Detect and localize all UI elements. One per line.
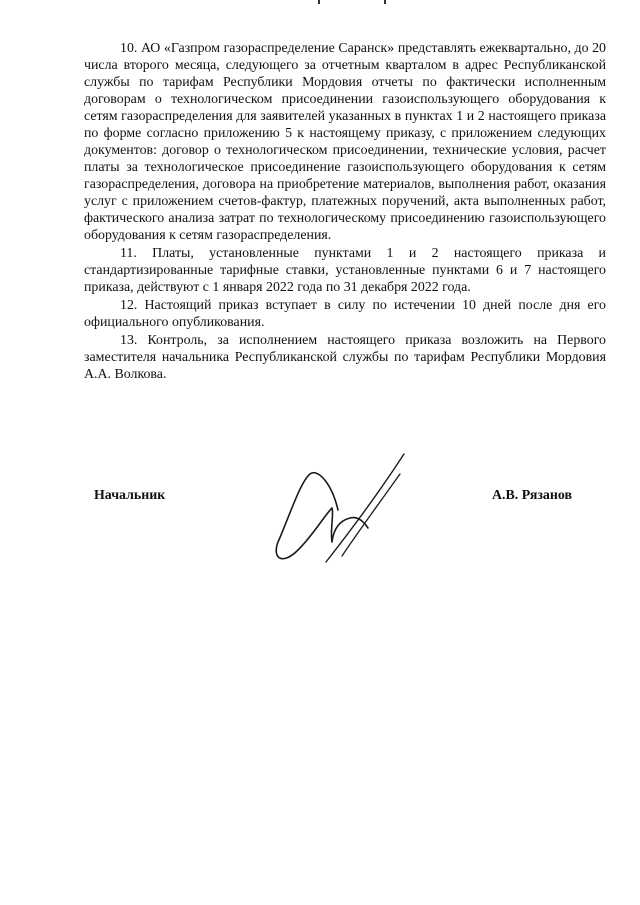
handwritten-signature [268, 450, 418, 580]
paragraph-11: 11. Платы, установленные пунктами 1 и 2 настоящего приказа и стандартизированные тарифные ставки, установленные пунктами 6 и 7 настоящего приказа, действуют с 1 января 2022 года по 31 декабря 2022 года. [84, 246, 606, 295]
signer-name: А.В. Рязанов [492, 488, 572, 503]
signer-title: Начальник [94, 488, 166, 503]
document-body [84, 40, 606, 384]
signature-block [0, 450, 640, 600]
top-edge-marks [318, 0, 388, 4]
paragraph-10: 10. АО «Газпром газораспределение Саранск» представлять ежеквартально, до 20 числа второго месяца, следующего за отчетным кварталом в адрес Республиканской службы по тарифам Республики Мордовия отчеты по фактически исполненным договорам о технологическом присоединении газоиспользующего оборудования к сетям газораспределения для заявителей указанных в пунктах 1 и 2 настоящего приказа по форме согласно приложению 5 к настоящему приказу, с приложением следующих документов: договор о технологическом присоединении, технические условия, расчет платы за технологическое присоединение газоиспользующего оборудования к сетям газораспределения, договора на приобретение материалов, выполнения работ, оказания услуг с приложением счетов-фактур, платежных поручений, акта выполненных работ, фактического анализа затрат по технологическому присоединению газоиспользующего оборудования к сетям газораспределения. [84, 41, 606, 243]
paragraph-13: 13. Контроль, за исполнением настоящего приказа возложить на Первого заместителя начальника Республиканской службы по тарифам Республики Мордовия А.А. Волкова. [84, 333, 606, 382]
paragraph-12: 12. Настоящий приказ вступает в силу по истечении 10 дней после дня его официального опубликования. [84, 298, 606, 330]
